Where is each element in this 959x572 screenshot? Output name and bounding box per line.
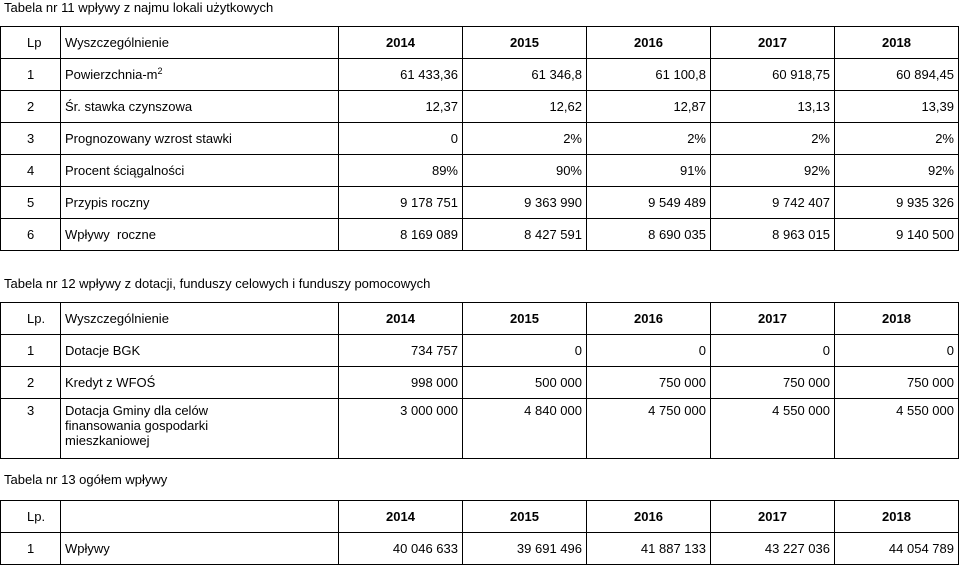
row-value: 734 757 <box>339 335 463 367</box>
row-value: 8 169 089 <box>339 219 463 251</box>
table-11 <box>0 26 959 251</box>
table-row <box>1 155 959 187</box>
row-value: 500 000 <box>463 367 587 399</box>
row-value: 8 963 015 <box>711 219 835 251</box>
table-13 <box>0 500 959 565</box>
row-value: 0 <box>711 335 835 367</box>
row-value: 2% <box>711 123 835 155</box>
row-desc: Przypis roczny <box>61 187 339 219</box>
table-12-caption: Tabela nr 12 wpływy z dotacji, funduszy celowych i funduszy pomocowych <box>4 276 431 291</box>
table-11-caption: Tabela nr 11 wpływy z najmu lokali użytkowych <box>4 0 274 15</box>
header-lp: Lp. <box>1 303 61 335</box>
table-row <box>1 187 959 219</box>
row-value: 92% <box>835 155 959 187</box>
row-value: 2% <box>463 123 587 155</box>
row-value: 750 000 <box>587 367 711 399</box>
row-desc <box>61 59 339 91</box>
row-value: 9 935 326 <box>835 187 959 219</box>
row-value: 39 691 496 <box>463 533 587 565</box>
row-value: 92% <box>711 155 835 187</box>
row-desc: Wpływy <box>61 533 339 565</box>
row-value: 4 840 000 <box>463 399 587 459</box>
table-row <box>1 59 959 91</box>
row-desc: Dotacje BGK <box>61 335 339 367</box>
header-year: 2014 <box>339 303 463 335</box>
row-lp: 3 <box>1 399 61 459</box>
row-value: 61 100,8 <box>587 59 711 91</box>
row-value: 44 054 789 <box>835 533 959 565</box>
row-desc-text: Powierzchnia-m <box>65 67 158 82</box>
table-header-row <box>1 27 959 59</box>
row-desc: Dotacja Gminy dla celów finansowania gospodarki mieszkaniowej <box>61 399 339 459</box>
row-value: 2% <box>587 123 711 155</box>
table-row <box>1 123 959 155</box>
header-year: 2015 <box>463 501 587 533</box>
row-lp: 1 <box>1 335 61 367</box>
table-13-caption: Tabela nr 13 ogółem wpływy <box>4 472 168 487</box>
row-lp: 1 <box>1 59 61 91</box>
table-header-row <box>1 303 959 335</box>
row-lp: 2 <box>1 367 61 399</box>
header-year: 2017 <box>711 27 835 59</box>
header-year: 2018 <box>835 501 959 533</box>
row-value: 9 742 407 <box>711 187 835 219</box>
row-value: 40 046 633 <box>339 533 463 565</box>
row-value: 9 178 751 <box>339 187 463 219</box>
row-value: 8 690 035 <box>587 219 711 251</box>
row-value: 89% <box>339 155 463 187</box>
table-row <box>1 367 959 399</box>
header-year: 2014 <box>339 27 463 59</box>
row-value: 2% <box>835 123 959 155</box>
superscript: 2 <box>157 66 163 76</box>
row-value: 61 346,8 <box>463 59 587 91</box>
table-row <box>1 219 959 251</box>
row-value: 750 000 <box>835 367 959 399</box>
header-year: 2016 <box>587 501 711 533</box>
row-value: 4 550 000 <box>711 399 835 459</box>
row-desc: Kredyt z WFOŚ <box>61 367 339 399</box>
row-value: 12,87 <box>587 91 711 123</box>
header-year: 2018 <box>835 27 959 59</box>
table-row <box>1 335 959 367</box>
table-12 <box>0 302 959 459</box>
table-header-row <box>1 501 959 533</box>
row-value: 0 <box>339 123 463 155</box>
table-row <box>1 533 959 565</box>
header-year: 2016 <box>587 303 711 335</box>
row-value: 9 549 489 <box>587 187 711 219</box>
row-value: 9 140 500 <box>835 219 959 251</box>
row-value: 8 427 591 <box>463 219 587 251</box>
row-value: 41 887 133 <box>587 533 711 565</box>
row-value: 0 <box>835 335 959 367</box>
header-year: 2014 <box>339 501 463 533</box>
row-value: 13,39 <box>835 91 959 123</box>
header-desc <box>61 501 339 533</box>
header-year: 2015 <box>463 27 587 59</box>
row-value: 4 750 000 <box>587 399 711 459</box>
row-value: 60 894,45 <box>835 59 959 91</box>
header-year: 2017 <box>711 501 835 533</box>
row-lp: 6 <box>1 219 61 251</box>
row-value: 12,62 <box>463 91 587 123</box>
row-value: 750 000 <box>711 367 835 399</box>
row-lp: 1 <box>1 533 61 565</box>
row-value: 4 550 000 <box>835 399 959 459</box>
row-value: 0 <box>587 335 711 367</box>
row-value: 998 000 <box>339 367 463 399</box>
header-lp: Lp. <box>1 501 61 533</box>
row-value: 9 363 990 <box>463 187 587 219</box>
header-year: 2016 <box>587 27 711 59</box>
row-value: 43 227 036 <box>711 533 835 565</box>
row-lp: 4 <box>1 155 61 187</box>
row-value: 91% <box>587 155 711 187</box>
row-value: 60 918,75 <box>711 59 835 91</box>
row-lp: 2 <box>1 91 61 123</box>
header-year: 2015 <box>463 303 587 335</box>
header-year: 2017 <box>711 303 835 335</box>
row-value: 61 433,36 <box>339 59 463 91</box>
header-desc: Wyszczególnienie <box>61 27 339 59</box>
row-value: 13,13 <box>711 91 835 123</box>
row-lp: 5 <box>1 187 61 219</box>
row-value: 12,37 <box>339 91 463 123</box>
row-desc: Prognozowany wzrost stawki <box>61 123 339 155</box>
header-lp: Lp <box>1 27 61 59</box>
table-row <box>1 91 959 123</box>
header-year: 2018 <box>835 303 959 335</box>
header-desc: Wyszczególnienie <box>61 303 339 335</box>
row-desc: Śr. stawka czynszowa <box>61 91 339 123</box>
row-value: 3 000 000 <box>339 399 463 459</box>
row-lp: 3 <box>1 123 61 155</box>
row-value: 90% <box>463 155 587 187</box>
row-value: 0 <box>463 335 587 367</box>
row-desc: Procent ściągalności <box>61 155 339 187</box>
table-row <box>1 399 959 459</box>
row-desc: Wpływy roczne <box>61 219 339 251</box>
